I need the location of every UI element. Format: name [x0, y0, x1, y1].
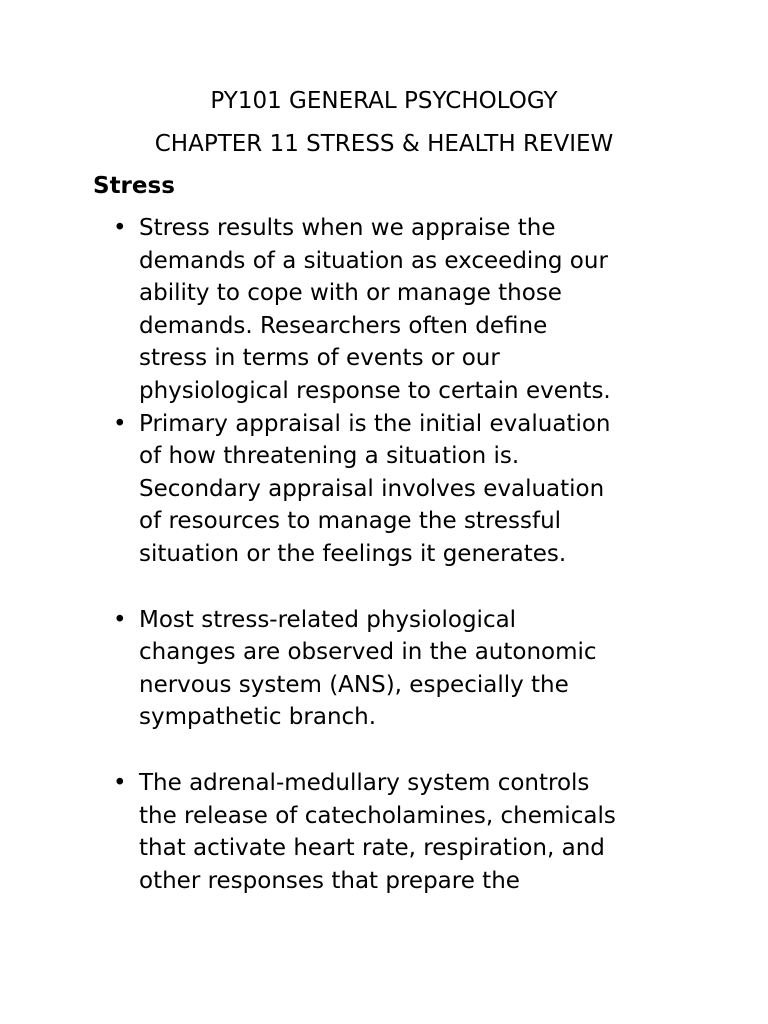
text-line: Most stress-related physiological [139, 606, 517, 633]
text-line: Secondary appraisal involves evaluation [139, 475, 605, 502]
bullet-icon: • [113, 215, 127, 241]
bullet-list [0, 212, 768, 897]
text-line: nervous system (ANS), especially the [139, 671, 569, 698]
course-title: PY101 GENERAL PSYCHOLOGY [210, 88, 558, 114]
text-line: situation or the feelings it generates. [139, 540, 567, 567]
bullet-icon: • [113, 410, 127, 437]
bullet-icon: • [113, 606, 127, 633]
list-item [0, 408, 699, 571]
text-line: The adrenal-medullary system controls [139, 769, 590, 796]
text-line: demands of a situation as exceeding our [139, 247, 608, 274]
text-line: other responses that prepare the [139, 867, 520, 894]
chapter-title: CHAPTER 11 STRESS & HEALTH REVIEW [154, 131, 614, 157]
text-line: Stress results when we appraise the [139, 215, 556, 241]
list-item [0, 604, 699, 734]
text-line: Primary appraisal is the initial evaluation [139, 410, 611, 437]
text-line: of how threatening a situation is. [139, 443, 520, 470]
text-line: that activate heart rate, respiration, and [139, 835, 605, 862]
text-line: ability to cope with or manage those [139, 280, 562, 307]
text-line: the release of catecholamines, chemicals [139, 802, 616, 829]
list-item [0, 212, 699, 408]
text-line: stress in terms of events or our [139, 345, 500, 372]
text-line: physiological response to certain events. [139, 377, 611, 404]
text-line: changes are observed in the autonomic [139, 639, 597, 666]
section-heading: Stress [93, 173, 175, 199]
text-line: demands. Researchers often define [139, 312, 548, 339]
text-line: of resources to manage the stressful [139, 508, 562, 535]
bullet-icon: • [113, 769, 127, 796]
text-line: sympathetic branch. [139, 704, 377, 731]
list-item [0, 767, 699, 897]
